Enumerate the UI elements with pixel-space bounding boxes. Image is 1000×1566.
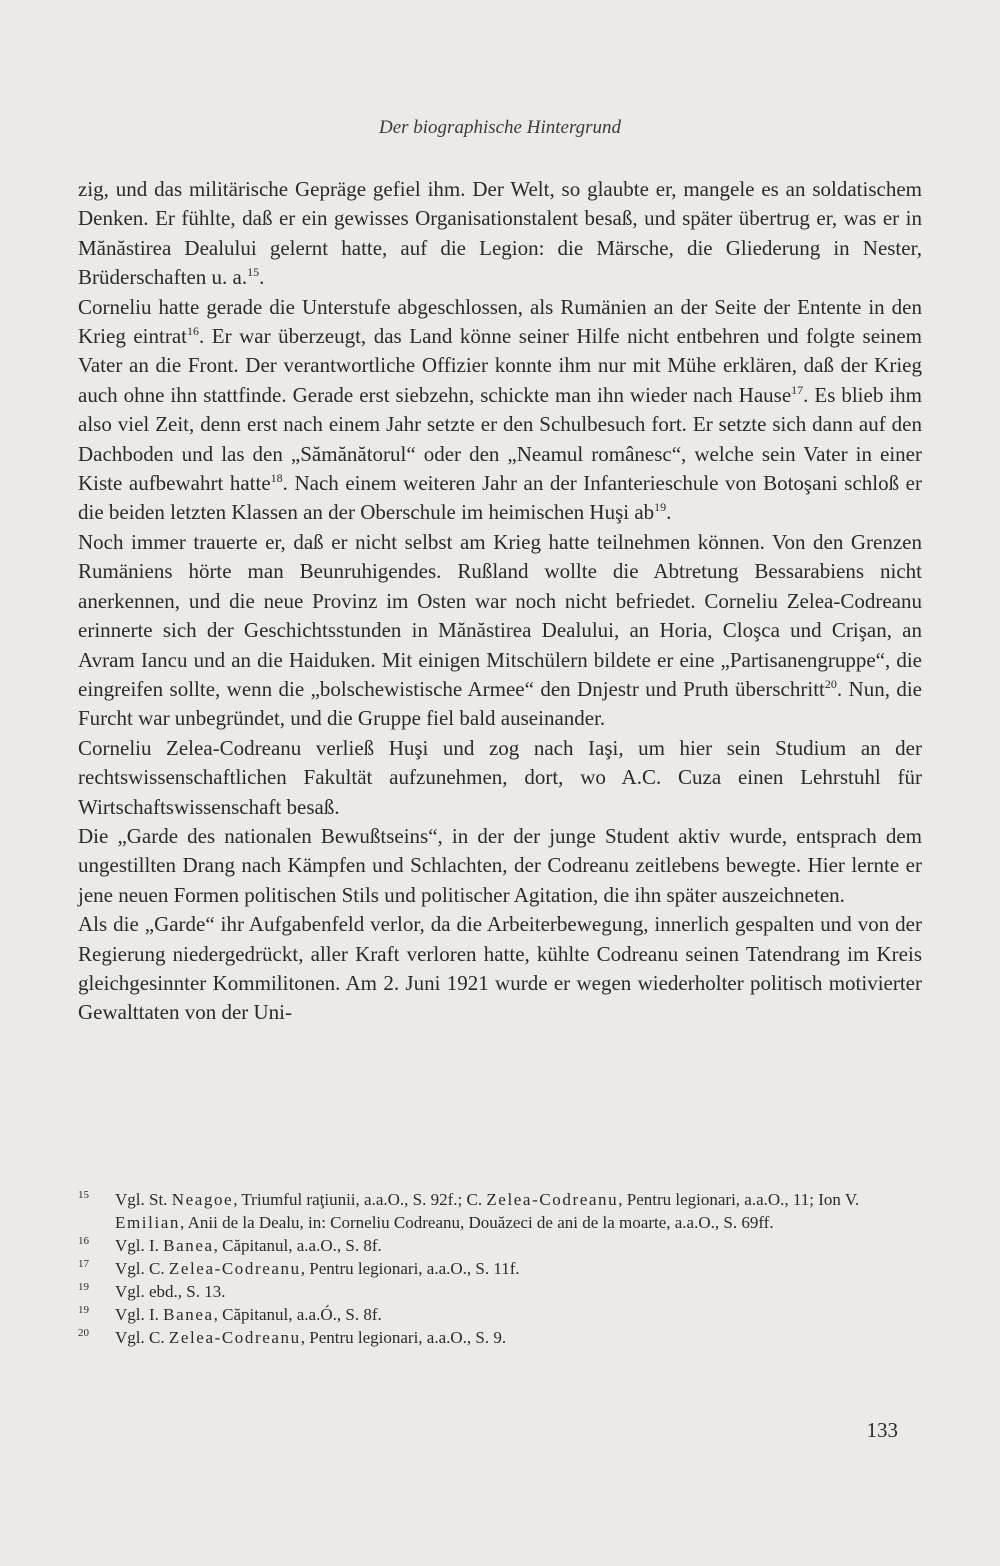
- text-run: Noch immer trauerte er, daß er nicht selbst am Krieg hatte teilnehmen können. Von den Grenzen Rumäniens hörte man Beunruhigendes. Rußland wollte die Abtretung Bessarabiens nicht anerkennen, und die neue Provinz im Osten war noch nicht befriedet. Corneliu Zelea-Codreanu erinnerte sich der Geschichtsstunden in Mănăstirea Dealului, an Horia, Cloşca und Crişan, an Avram Iancu und an die Haiduken. Mit einigen Mitschülern bildete er eine „Partisanengruppe“, die eingreifen sollte, wenn die „bolschewistische Armee“ den Dnjestr und Pruth überschritt: [78, 529, 922, 701]
- text-run: .: [259, 265, 265, 290]
- footnote-number: 20: [78, 1327, 89, 1339]
- footnote-number: 15: [78, 1189, 89, 1201]
- text-run: zig, und das militärische Gepräge gefiel ihm. Der Welt, so glaubte er, mangele es an soldatischem Denken. Er fühlte, daß er ein gewisses Organisationstalent besaß, und später übertrug er, was er in Mănăstirea Dealului gelernt hatte, auf die Legion: die Märsche, die Gliederung in Nester, Brüderschaften u. a.: [78, 177, 922, 290]
- author-name: Emilian: [115, 1213, 181, 1232]
- text-run: Corneliu hatte gerade die Unterstufe abgeschlossen, als Rumänien an der Seite der Entente in den Krieg eintrat: [78, 294, 922, 349]
- footnote-number: 19: [78, 1281, 89, 1293]
- footnote: [78, 1326, 922, 1349]
- footnote-ref: 19: [654, 500, 667, 515]
- author-name: Banea: [163, 1236, 214, 1255]
- footnote-ref: 17: [791, 382, 804, 397]
- text-run: Vgl. I.: [115, 1236, 164, 1255]
- footnote-ref: 20: [824, 676, 837, 691]
- paragraph: [78, 734, 922, 822]
- author-name: Zelea-Codreanu: [168, 1328, 301, 1347]
- body-text: [78, 175, 922, 1028]
- paragraph: [78, 910, 922, 1028]
- footnote-text: [115, 1328, 506, 1347]
- footnote-text: [115, 1305, 382, 1324]
- footnote-number: 17: [78, 1258, 89, 1270]
- text-run: . Nach einem weiteren Jahr an der Infanterieschule von Botoşani schloß er die beiden letzten Klassen an der Oberschule im heimischen Huşi ab: [78, 471, 922, 525]
- text-run: , Pentru legionari, a.a.O., S. 9.: [300, 1328, 507, 1347]
- text-run: Vgl. ebd., S. 13.: [115, 1282, 226, 1301]
- text-run: . Es blieb ihm also viel Zeit, denn erst nach einem Jahr setzte er den Schulbesuch fort. Er setzte sich dann auf den Dachboden und las den „Sămănătorul“ oder den „Neamul românesc“, welche sein Vater in einer Kiste aufbewahrt hatte: [78, 382, 922, 496]
- text-run: . Nun, die Furcht war unbegründet, und die Gruppe fiel bald auseinander.: [78, 676, 922, 731]
- footnote-text: [115, 1236, 382, 1255]
- footnote: [78, 1257, 922, 1280]
- paragraph: [78, 528, 922, 734]
- text-run: .: [666, 500, 672, 525]
- text-run: Vgl. C.: [115, 1259, 169, 1278]
- author-name: Zelea-Codreanu: [486, 1190, 619, 1209]
- author-name: Neagoe: [171, 1190, 234, 1209]
- footnote-ref: 15: [247, 265, 260, 280]
- text-run: , Anii de la Dealu, in: Corneliu Codreanu, Douăzeci de ani de la moarte, a.a.O., S. 69ff.: [180, 1213, 774, 1232]
- text-run: Die „Garde des nationalen Bewußtseins“, in der der junge Student aktiv wurde, entsprach dem ungestillten Drang nach Kämpfen und Schlachten, der Codreanu zeitlebens bewegte. Hier lernte er jene neuen Formen politischen Stils und politischer Agitation, die ihn später auszeichneten.: [78, 823, 922, 907]
- footnotes: [78, 1188, 922, 1349]
- footnote-number: 19: [78, 1304, 89, 1316]
- footnote-number: 16: [78, 1235, 89, 1247]
- text-run: Vgl. St.: [115, 1190, 172, 1209]
- author-name: Banea: [163, 1305, 214, 1324]
- footnote: [78, 1188, 922, 1234]
- footnote-text: [115, 1282, 226, 1301]
- text-run: , Căpitanul, a.a.Ó., S. 8f.: [213, 1305, 382, 1324]
- text-run: Vgl. I.: [115, 1305, 164, 1324]
- footnote: [78, 1234, 922, 1257]
- paragraph: [78, 175, 922, 293]
- footnote: [78, 1303, 922, 1326]
- text-run: Corneliu Zelea-Codreanu verließ Huşi und zog nach Iaşi, um hier sein Studium an der rechtswissenschaftlichen Fakultät aufzunehmen, dort, wo A.C. Cuza einen Lehrstuhl für Wirtschaftswissenschaft besaß.: [78, 735, 922, 819]
- running-header: Der biographische Hintergrund: [378, 117, 622, 138]
- footnote-ref: 18: [270, 471, 283, 486]
- text-run: Vgl. C.: [115, 1328, 169, 1347]
- page-number: 133: [866, 1418, 898, 1442]
- text-run: , Pentru legionari, a.a.O., S. 11f.: [300, 1259, 520, 1278]
- paragraph: [78, 822, 922, 910]
- paragraph: [78, 293, 922, 528]
- text-run: . Er war überzeugt, das Land könne seiner Hilfe nicht entbehren und folgte seinem Vater an die Front. Der verantwortliche Offizier konnte ihm nur mit Mühe erklären, daß der Krieg auch ohne ihn stattfinde. Gerade erst siebzehn, schickte man ihn wieder nach Hause: [78, 324, 923, 407]
- footnote-text: [115, 1259, 520, 1278]
- footnote: [78, 1280, 922, 1303]
- text-run: Als die „Garde“ ihr Aufgabenfeld verlor, da die Arbeiterbewegung, innerlich gespalten und von der Regierung niedergedrückt, aller Kraft verloren hatte, kühlte Codreanu seinen Tatendrang im Kreis gleichgesinnter Kommilitonen. Am 2. Juni 1921 wurde er wegen wiederholter politisch motivierter Gewalttaten von der Uni-: [78, 912, 922, 1025]
- text-run: , Căpitanul, a.a.O., S. 8f.: [213, 1236, 382, 1255]
- footnote-ref: 16: [187, 324, 199, 339]
- author-name: Zelea-Codreanu: [168, 1259, 301, 1278]
- footnote-text: [115, 1190, 859, 1232]
- text-run: , Triumful raţiunii, a.a.O., S. 92f.; C.: [233, 1190, 487, 1209]
- text-run: , Pentru legionari, a.a.O., 11; Ion V.: [618, 1190, 860, 1209]
